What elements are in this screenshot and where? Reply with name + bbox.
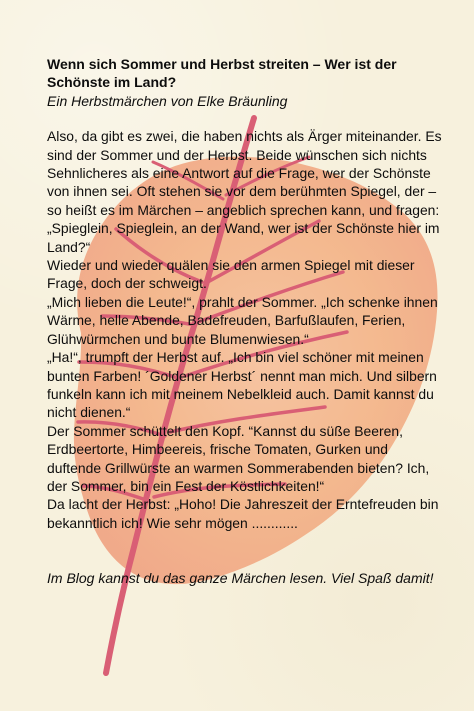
story-paragraph-2: Wieder und wieder quälen sie den armen Spiegel mit dieser Frage, doch der schweigt. bbox=[47, 257, 415, 292]
story-paragraph-3: „Mich lieben die Leute!“, prahlt der Sommer. „Ich schenke ihnen Wärme, helle Abende, Badefreuden, Barfußlaufen, Ferien, Glühwürmchen und bunte Blumenwiesen.“ bbox=[47, 293, 438, 347]
closing-note: Im Blog kannst du das ganze Märchen lesen. Viel Spaß damit! bbox=[47, 570, 434, 587]
story-paragraph-6: Da lacht der Herbst: „Hoho! Die Jahreszeit der Erntefreuden bin bekanntlich ich! Wie sehr mögen ............ bbox=[47, 496, 439, 531]
document-title: Wenn sich Sommer und Herbst streiten – Wer ist der Schönste im Land? bbox=[47, 56, 397, 91]
story-paragraph-4: „Ha!“, trumpft der Herbst auf. „Ich bin viel schöner mit meinen bunten Farben! ´Goldener Herbst´ nennt man mich. Und silbern funkeln kann ich mit meinem Nebelkleid auch. Damit kannst du nicht dienen.“ bbox=[47, 349, 437, 421]
story-paragraph-1: Also, da gibt es zwei, die haben nichts als Ärger miteinander. Es sind der Sommer und der Herbst. Beide wünschen sich nichts Sehnlicheres als eine Antwort auf die Frage, wer der Schönste von ihnen sei. Oft stehen sie vor dem berühmten Spiegel, der – so heißt es im Märchen – angeblich sprechen kann, und fragen: „Spieglein, Spieglein, an der Wand, wer ist der Schönste hier im Land?“ bbox=[47, 128, 442, 255]
story-body bbox=[47, 127, 444, 532]
document-subtitle: Ein Herbstmärchen von Elke Bräunling bbox=[47, 92, 288, 109]
document-content bbox=[47, 55, 444, 588]
story-paragraph-5: Der Sommer schüttelt den Kopf. “Kannst du süße Beeren, Erdbeertorte, Himbeereis, frische Tomaten, Gurken und duftende Grillwürste an warmen Sommerabenden bieten? Ich, der Sommer, bin ein Fest der Köstlichkeiten!“ bbox=[47, 422, 430, 494]
